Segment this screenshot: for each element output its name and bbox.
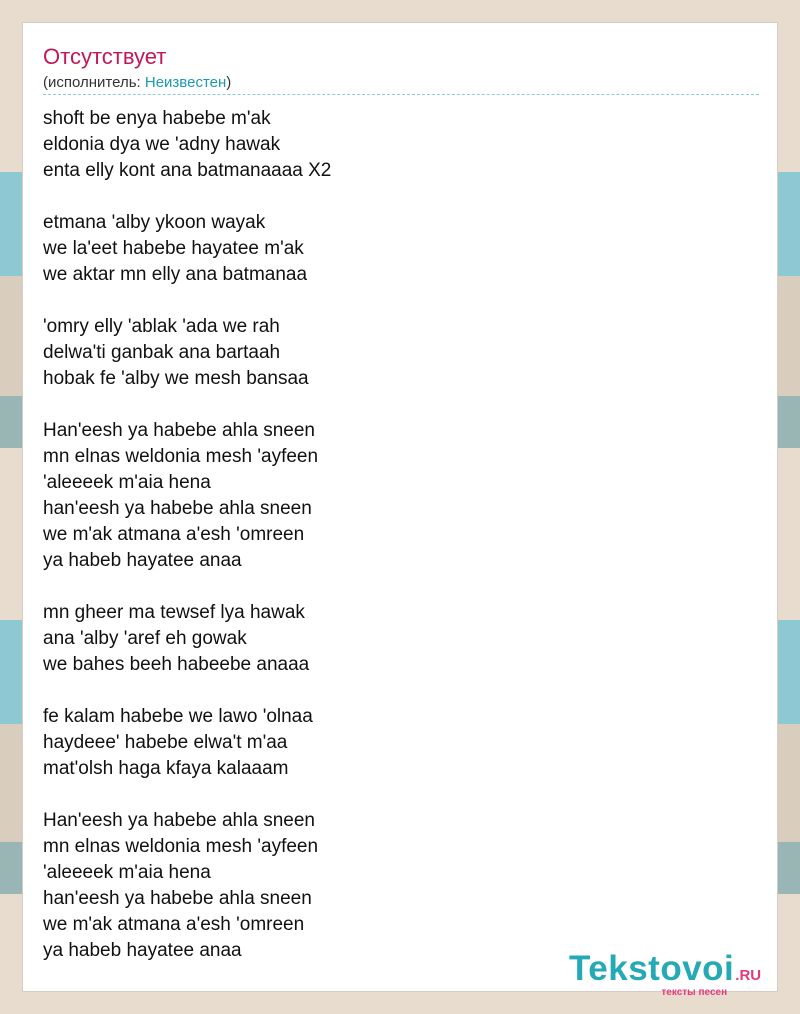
lyric-line: we la'eet habebe hayatee m'ak <box>43 238 304 259</box>
logo-tagline: тексты песен <box>661 987 728 998</box>
lyric-line: we aktar mn elly ana batmanaa <box>43 264 308 285</box>
artist-link[interactable]: Неизвестен <box>144 74 227 91</box>
lyric-line: hobak fe 'alby we mesh bansaa <box>43 368 309 389</box>
artist-line <box>43 74 231 92</box>
logo-tld: .RU <box>735 967 762 984</box>
lyric-line: 'aleeeek m'aia hena <box>43 472 211 493</box>
stanza-gap <box>43 782 331 808</box>
stanza-gap <box>43 288 331 314</box>
lyrics-text <box>43 106 331 964</box>
lyric-line: 'omry elly 'ablak 'ada we rah <box>43 316 280 337</box>
lyric-line: ana 'alby 'aref eh gowak <box>43 628 247 649</box>
artist-suffix: ) <box>226 74 232 91</box>
stanza-gap <box>43 574 331 600</box>
lyric-line: fe kalam habebe we lawo 'olnaa <box>43 706 313 727</box>
lyric-line: han'eesh ya habebe ahla sneen <box>43 888 312 909</box>
lyric-line: mat'olsh haga kfaya kalaaam <box>43 758 289 779</box>
lyric-line: Han'eesh ya habebe ahla sneen <box>43 420 315 441</box>
stanza-gap <box>43 678 331 704</box>
lyric-line: mn elnas weldonia mesh 'ayfeen <box>43 446 319 467</box>
lyric-line: we bahes beeh habeebe anaaa <box>43 654 310 675</box>
stanza-gap <box>43 184 331 210</box>
lyric-line: we m'ak atmana a'esh 'omreen <box>43 914 305 935</box>
site-logo[interactable] <box>569 949 762 998</box>
lyric-line: haydeee' habebe elwa't m'aa <box>43 732 288 753</box>
lyric-line: mn elnas weldonia mesh 'ayfeen <box>43 836 319 857</box>
artist-prefix: (исполнитель: <box>43 74 145 91</box>
lyric-line: eldonia dya we 'adny hawak <box>43 134 281 155</box>
lyric-line: ya habeb hayatee anaa <box>43 940 242 961</box>
lyric-line: han'eesh ya habebe ahla sneen <box>43 498 312 519</box>
lyric-line: Han'eesh ya habebe ahla sneen <box>43 810 315 831</box>
lyric-line: etmana 'alby ykoon wayak <box>43 212 266 233</box>
logo-name: Tekstovoi <box>569 949 735 988</box>
lyric-line: delwa'ti ganbak ana bartaah <box>43 342 281 363</box>
header-divider <box>43 94 759 95</box>
lyric-line: 'aleeeek m'aia hena <box>43 862 211 883</box>
lyric-line: enta elly kont ana batmanaaaa X2 <box>43 160 332 181</box>
lyric-line: we m'ak atmana a'esh 'omreen <box>43 524 305 545</box>
stanza-gap <box>43 392 331 418</box>
lyric-line: shoft be enya habebe m'ak <box>43 108 271 129</box>
lyric-line: ya habeb hayatee anaa <box>43 550 242 571</box>
lyrics-card <box>22 22 778 998</box>
song-title: Отсутствует <box>43 44 167 69</box>
lyric-line: mn gheer ma tewsef lya hawak <box>43 602 305 623</box>
